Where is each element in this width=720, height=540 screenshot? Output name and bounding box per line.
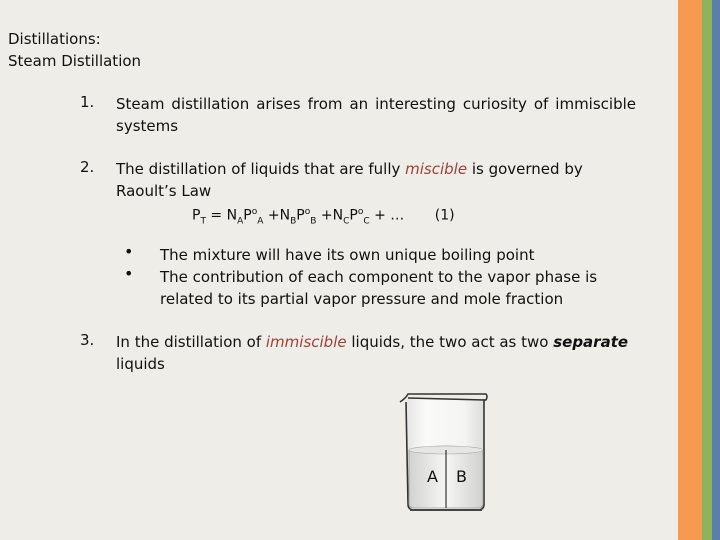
formula-plus-2: +	[316, 207, 333, 224]
formula-deg-c: o	[357, 207, 364, 217]
stripe-orange	[678, 0, 702, 540]
formula-sub-a2: A	[257, 216, 264, 227]
beaker-illustration	[396, 380, 496, 520]
formula-equals: =	[205, 207, 227, 224]
equation-number: (1)	[434, 207, 455, 224]
beaker-label-b: B	[456, 467, 467, 486]
formula-sub-b2: B	[310, 216, 317, 227]
separate-term: separate	[553, 333, 629, 351]
beaker-icon	[396, 380, 496, 520]
formula-p-b: P	[296, 207, 305, 224]
formula-p-total: P	[192, 207, 201, 224]
formula-plus-1: +	[263, 207, 280, 224]
raoult-formula	[192, 202, 455, 231]
formula-p-a: P	[243, 207, 252, 224]
immiscible-term: immiscible	[265, 333, 347, 351]
bullet-1-symbol: •	[124, 242, 134, 261]
formula-p-c: P	[349, 207, 358, 224]
formula-ellipsis: + …	[369, 207, 405, 224]
item-2-text	[116, 158, 636, 202]
bullet-1-text: The mixture will have its own unique boiling point	[160, 246, 535, 264]
formula-sub-a: A	[237, 216, 244, 227]
formula-deg-b: o	[304, 207, 311, 217]
formula-n-a: N	[226, 207, 238, 224]
title-line-2: Steam Distillation	[8, 52, 142, 70]
bullet-2-symbol: •	[124, 264, 134, 283]
item-1-text: Steam distillation arises from an interesting curiosity of immiscible systems	[116, 95, 636, 135]
formula-sub-t: T	[200, 216, 206, 227]
item-2-text-after: is governed by Raoult’s Law	[116, 160, 583, 200]
decorative-stripes	[672, 0, 720, 540]
item-3-text-after: liquids	[116, 355, 165, 373]
formula-sub-c: C	[343, 216, 350, 227]
formula-sub-c2: C	[363, 216, 370, 227]
bullet-2-text: The contribution of each component to the vapor phase is related to its partial vapor pressure and mole fraction	[160, 268, 598, 308]
stripe-blue	[712, 0, 720, 540]
item-2-number: 2.	[80, 158, 95, 176]
beaker-label-a: A	[427, 467, 438, 486]
slide-title	[8, 28, 141, 72]
formula-n-c: N	[332, 207, 344, 224]
item-2-text-before: The distillation of liquids that are fully	[116, 160, 406, 178]
item-1-number: 1.	[80, 93, 95, 111]
formula-n-b: N	[279, 207, 291, 224]
formula-sub-b: B	[290, 216, 297, 227]
stripe-green	[702, 0, 712, 540]
item-3-text-before: In the distillation of	[116, 333, 266, 351]
item-3-text	[116, 331, 636, 375]
item-3-number: 3.	[80, 331, 95, 349]
miscible-term: miscible	[405, 160, 468, 178]
title-line-1: Distillations:	[8, 30, 101, 48]
item-3-text-mid: liquids, the two act as two	[346, 333, 554, 351]
formula-deg-a: o	[251, 207, 258, 217]
